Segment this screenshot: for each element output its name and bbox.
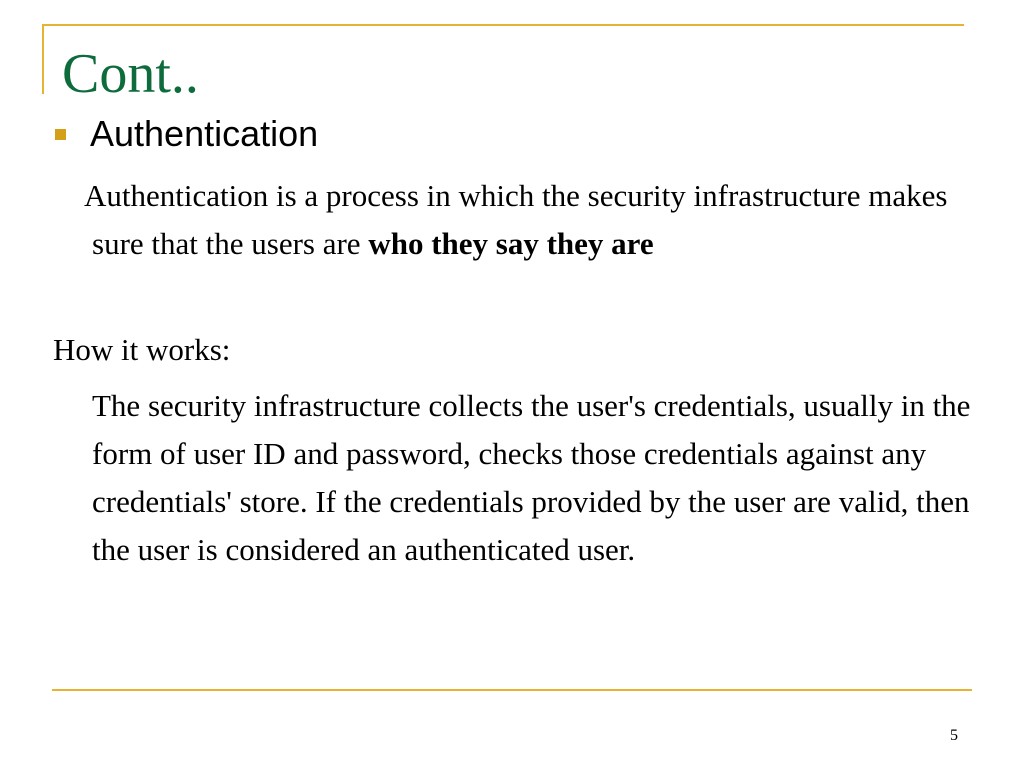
- bullet-heading: Authentication: [90, 113, 319, 154]
- definition-text: Authentication is a process in which the security infrastructure makes sure that the users are: [84, 178, 948, 261]
- footer-line: [52, 689, 972, 691]
- how-it-works-paragraph: The security infrastructure collects the user's credentials, usually in the form of user ID and password, checks those credentials against any credentials' store. If the credentials provided by the user are valid, then the user is considered an authenticated user.: [92, 388, 971, 567]
- page-number: 5: [950, 727, 958, 744]
- square-bullet-icon: [55, 129, 66, 140]
- how-it-works-label: How it works:: [53, 332, 231, 367]
- bullet-item: [55, 112, 318, 156]
- frame-top-line: [42, 24, 964, 26]
- definition-paragraph: [84, 172, 962, 268]
- definition-emphasis: who they say they are: [368, 226, 654, 261]
- slide-title: Cont..: [62, 43, 199, 105]
- frame-left-line: [42, 24, 44, 94]
